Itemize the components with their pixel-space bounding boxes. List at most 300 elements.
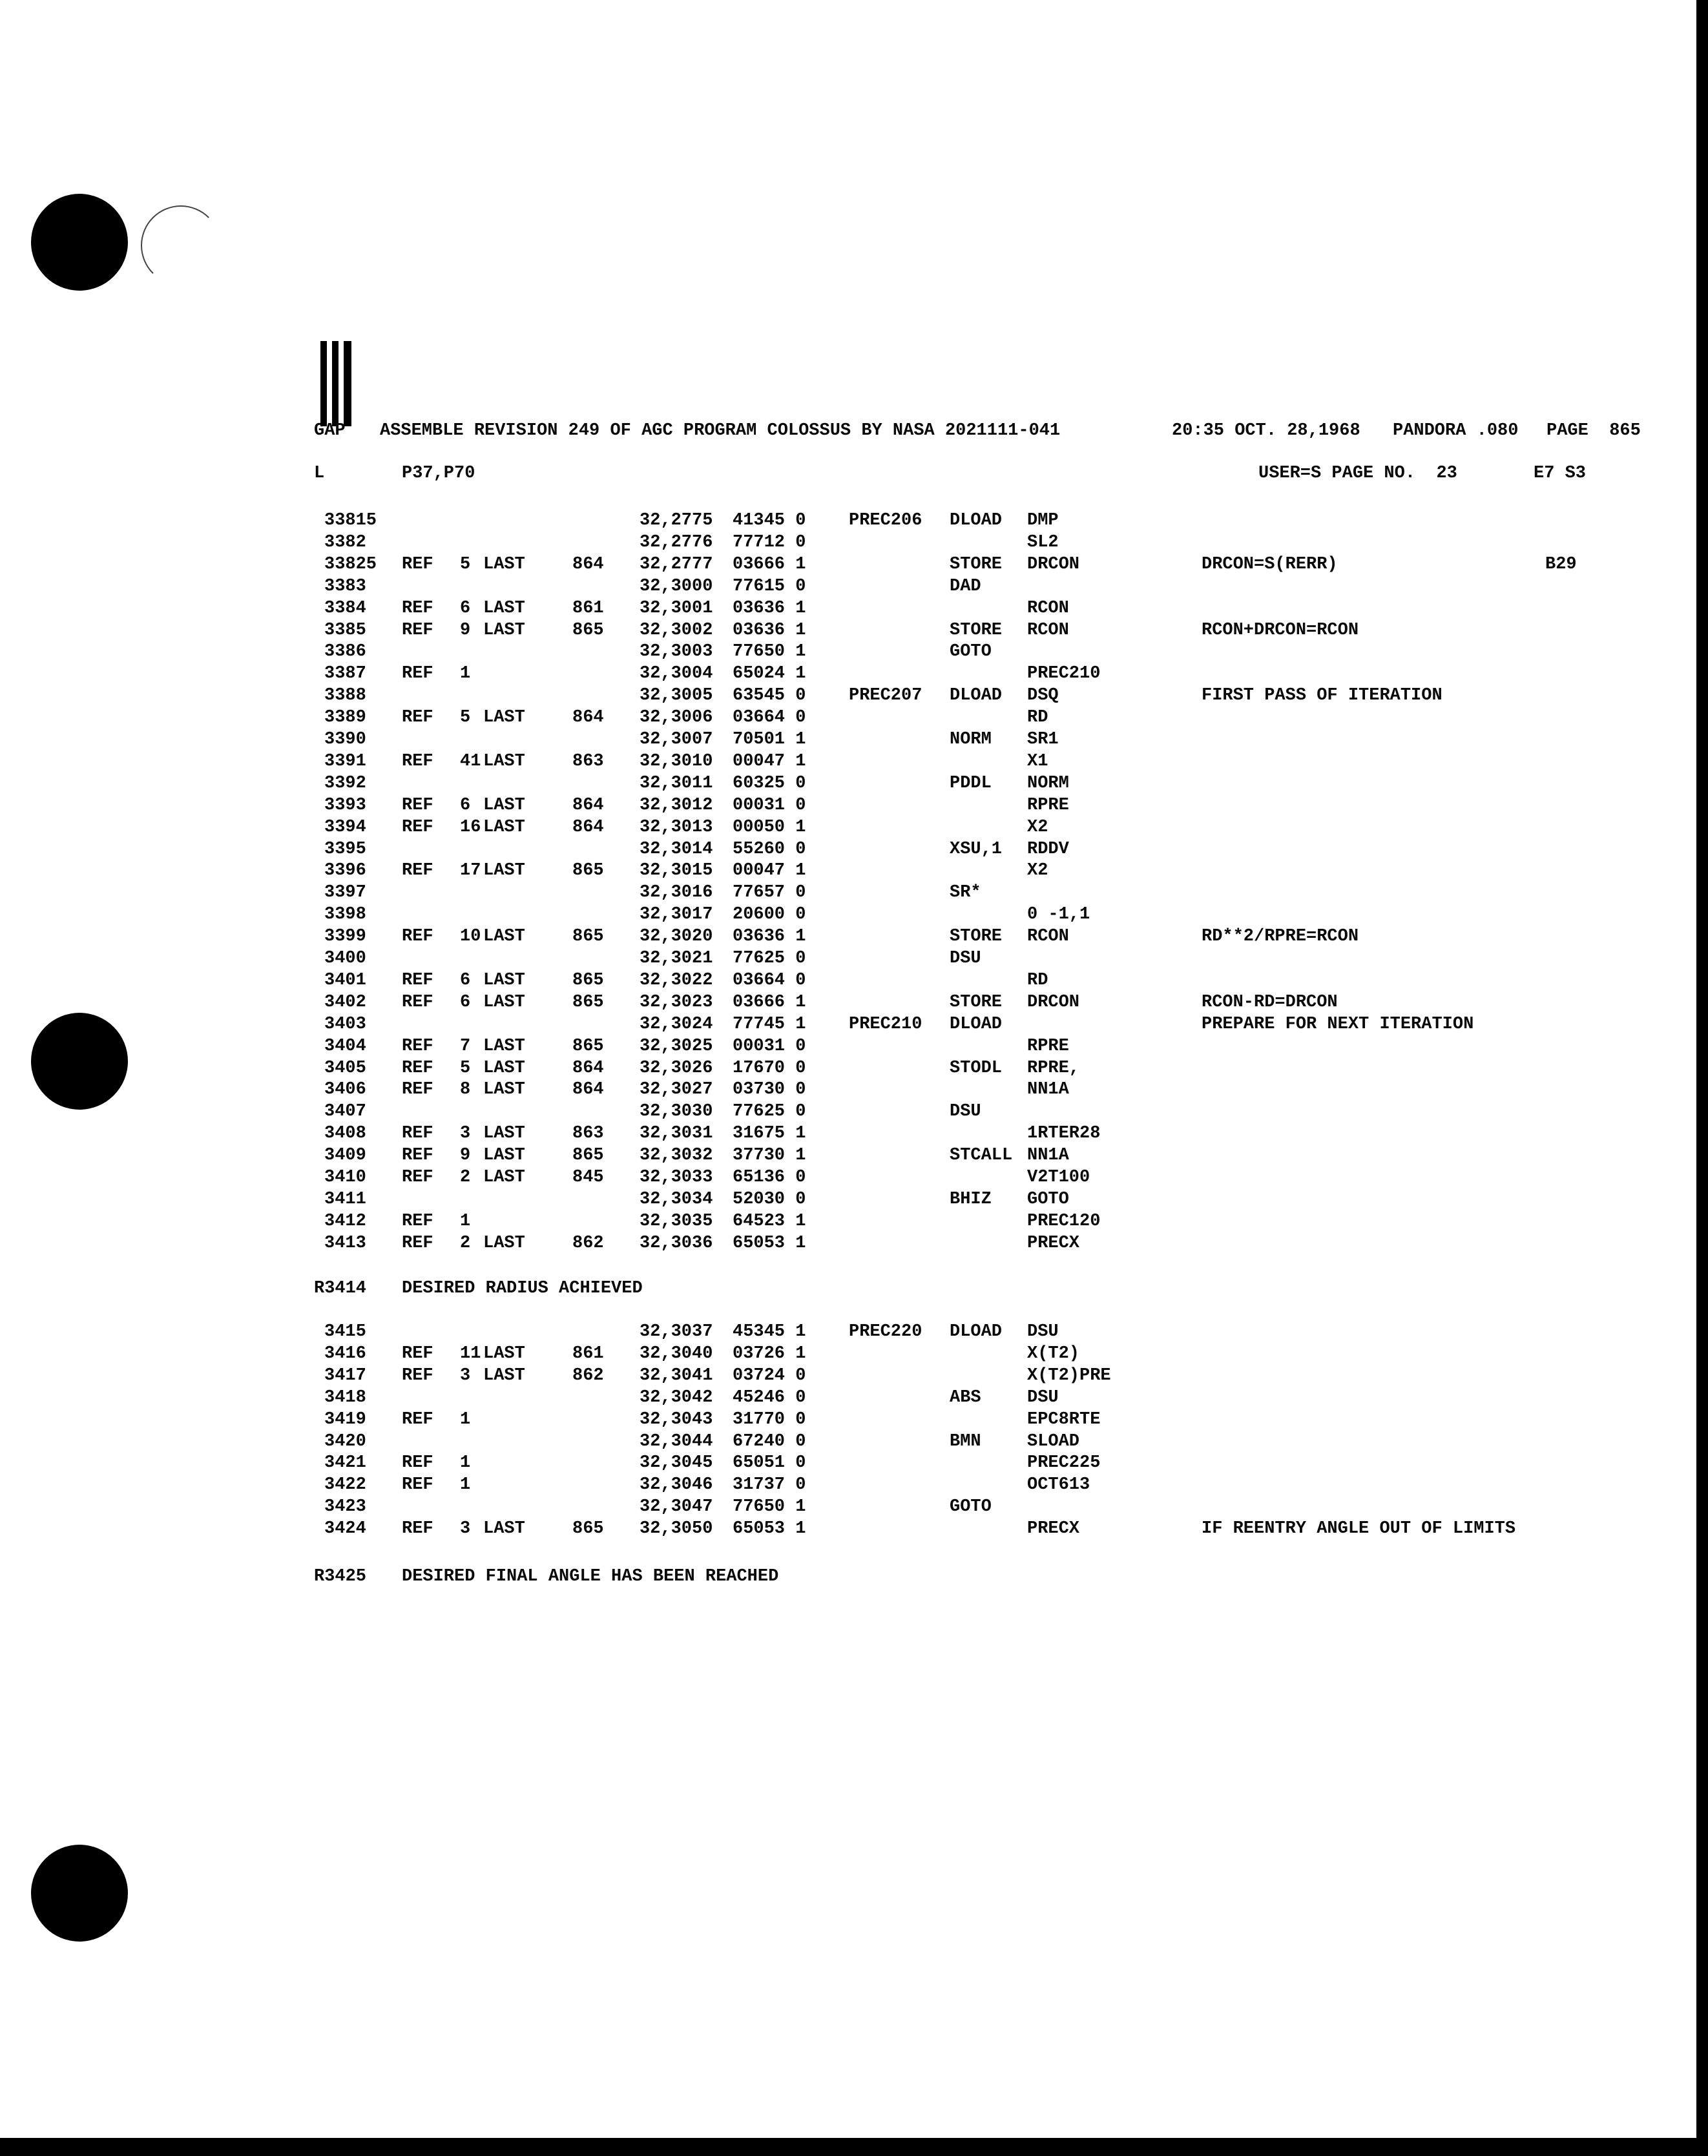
ref-tag: REF bbox=[402, 927, 433, 947]
operand: V2T100 bbox=[1027, 1168, 1090, 1187]
listing-row bbox=[0, 1079, 1680, 1101]
octal-word: 03636 1 bbox=[733, 620, 806, 640]
octal-word: 77615 0 bbox=[733, 576, 806, 596]
operand: DSU bbox=[1027, 1387, 1059, 1407]
octal-word: 67240 0 bbox=[733, 1431, 806, 1451]
line-number: 3385 bbox=[324, 620, 366, 640]
last-page: 862 bbox=[572, 1365, 604, 1385]
listing-row bbox=[0, 707, 1680, 729]
address: 32,3017 bbox=[640, 905, 713, 925]
ref-count: 8 bbox=[460, 1080, 471, 1100]
last-page: 865 bbox=[572, 1036, 604, 1056]
last-tag: LAST bbox=[483, 708, 525, 728]
symbol-label: PREC206 bbox=[849, 511, 922, 530]
last-tag: LAST bbox=[483, 927, 525, 947]
section-title-radius: DESIRED RADIUS ACHIEVED bbox=[402, 1279, 643, 1298]
last-tag: LAST bbox=[483, 1168, 525, 1187]
last-tag: LAST bbox=[483, 620, 525, 640]
operand: RD bbox=[1027, 970, 1048, 990]
address: 32,3004 bbox=[640, 664, 713, 684]
listing-row bbox=[0, 1058, 1680, 1080]
header-page: PAGE 865 bbox=[1547, 421, 1641, 441]
ref-tag: REF bbox=[402, 751, 433, 771]
ref-tag: REF bbox=[402, 992, 433, 1012]
address: 32,3050 bbox=[640, 1519, 713, 1539]
line-number: 3387 bbox=[324, 664, 366, 684]
ref-count: 17 bbox=[460, 861, 481, 881]
operand: PREC210 bbox=[1027, 664, 1101, 684]
octal-word: 77625 0 bbox=[733, 949, 806, 968]
listing-row bbox=[0, 839, 1680, 861]
ref-tag: REF bbox=[402, 1519, 433, 1539]
ref-count: 3 bbox=[460, 1124, 471, 1144]
punch-hole-ghost bbox=[141, 205, 221, 285]
line-number: 3420 bbox=[324, 1431, 366, 1451]
line-number: 3422 bbox=[324, 1475, 366, 1495]
opcode: DLOAD bbox=[950, 511, 1003, 530]
line-number: 3402 bbox=[324, 992, 366, 1012]
line-number: 3408 bbox=[324, 1124, 366, 1144]
operand: X(T2) bbox=[1027, 1343, 1080, 1363]
address: 32,3027 bbox=[640, 1080, 713, 1100]
operand: SR1 bbox=[1027, 730, 1059, 749]
scan-edge-bottom bbox=[0, 2138, 1708, 2156]
ref-count: 6 bbox=[460, 992, 471, 1012]
last-tag: LAST bbox=[483, 1365, 525, 1385]
listing-row bbox=[0, 1145, 1680, 1167]
operand: DSU bbox=[1027, 1322, 1059, 1342]
opcode: STORE bbox=[950, 554, 1003, 574]
symbol-label: PREC220 bbox=[849, 1322, 922, 1342]
opcode: DSU bbox=[950, 1102, 981, 1122]
address: 32,3034 bbox=[640, 1189, 713, 1209]
opcode: BHIZ bbox=[950, 1189, 992, 1209]
operand: SL2 bbox=[1027, 532, 1059, 552]
line-number: 3392 bbox=[324, 773, 366, 793]
address: 32,3002 bbox=[640, 620, 713, 640]
operand: NN1A bbox=[1027, 1080, 1069, 1100]
punch-hole-top bbox=[31, 194, 128, 291]
octal-word: 03664 0 bbox=[733, 708, 806, 728]
octal-word: 77745 1 bbox=[733, 1014, 806, 1034]
operand: EPC8RTE bbox=[1027, 1409, 1101, 1429]
ref-count: 5 bbox=[460, 554, 471, 574]
line-number: 3410 bbox=[324, 1168, 366, 1187]
last-tag: LAST bbox=[483, 1058, 525, 1078]
ref-tag: REF bbox=[402, 1343, 433, 1363]
octal-word: 70501 1 bbox=[733, 730, 806, 749]
listing-row bbox=[0, 970, 1680, 992]
operand: OCT613 bbox=[1027, 1475, 1090, 1495]
address: 32,3000 bbox=[640, 576, 713, 596]
address: 32,3040 bbox=[640, 1343, 713, 1363]
listing-row bbox=[0, 751, 1680, 773]
address: 32,3001 bbox=[640, 598, 713, 618]
listing-row bbox=[0, 1497, 1680, 1519]
listing-row bbox=[0, 992, 1680, 1014]
last-page: 863 bbox=[572, 1124, 604, 1144]
ref-tag: REF bbox=[402, 664, 433, 684]
ref-tag: REF bbox=[402, 1365, 433, 1385]
last-tag: LAST bbox=[483, 1146, 525, 1166]
listing-row bbox=[0, 729, 1680, 751]
line-number: 3416 bbox=[324, 1343, 366, 1363]
last-tag: LAST bbox=[483, 1036, 525, 1056]
last-tag: LAST bbox=[483, 817, 525, 837]
octal-word: 65051 0 bbox=[733, 1453, 806, 1473]
ref-tag: REF bbox=[402, 1058, 433, 1078]
operand: PRECX bbox=[1027, 1233, 1080, 1253]
address: 32,3024 bbox=[640, 1014, 713, 1034]
listing-row bbox=[0, 1189, 1680, 1211]
subheader-user: USER=S PAGE NO. 23 bbox=[1258, 464, 1457, 483]
octal-word: 63545 0 bbox=[733, 686, 806, 706]
line-number: 3404 bbox=[324, 1036, 366, 1056]
listing-row bbox=[0, 620, 1680, 642]
operand: RPRE, bbox=[1027, 1058, 1080, 1078]
operand: SLOAD bbox=[1027, 1431, 1080, 1451]
line-number: 3418 bbox=[324, 1387, 366, 1407]
ref-count: 16 bbox=[460, 817, 481, 837]
comment: IF REENTRY ANGLE OUT OF LIMITS bbox=[1202, 1519, 1516, 1539]
operand: DSQ bbox=[1027, 686, 1059, 706]
address: 32,3012 bbox=[640, 795, 713, 815]
listing-row bbox=[0, 532, 1680, 554]
opcode: NORM bbox=[950, 730, 992, 749]
line-number: 3383 bbox=[324, 576, 366, 596]
opcode: DLOAD bbox=[950, 1322, 1003, 1342]
opcode: DSU bbox=[950, 949, 981, 968]
address: 32,3023 bbox=[640, 992, 713, 1012]
last-page: 864 bbox=[572, 795, 604, 815]
octal-word: 41345 0 bbox=[733, 511, 806, 530]
operand: RCON bbox=[1027, 598, 1069, 618]
section-label-r3425: R3425 bbox=[314, 1567, 367, 1586]
octal-word: 31770 0 bbox=[733, 1409, 806, 1429]
ref-count: 5 bbox=[460, 708, 471, 728]
last-page: 845 bbox=[572, 1168, 604, 1187]
ref-count: 9 bbox=[460, 620, 471, 640]
line-number: 33815 bbox=[324, 511, 377, 530]
opcode: DAD bbox=[950, 576, 981, 596]
operand: DRCON bbox=[1027, 554, 1080, 574]
line-number: 33825 bbox=[324, 554, 377, 574]
address: 32,3006 bbox=[640, 708, 713, 728]
ref-tag: REF bbox=[402, 817, 433, 837]
operand: X2 bbox=[1027, 817, 1048, 837]
address: 32,3014 bbox=[640, 839, 713, 859]
listing-row bbox=[0, 1409, 1680, 1431]
header-prefix: GAP bbox=[314, 421, 346, 441]
octal-word: 64523 1 bbox=[733, 1211, 806, 1231]
comment: RCON-RD=DRCON bbox=[1202, 992, 1338, 1012]
last-tag: LAST bbox=[483, 992, 525, 1012]
last-tag: LAST bbox=[483, 970, 525, 990]
address: 32,2775 bbox=[640, 511, 713, 530]
address: 32,3044 bbox=[640, 1431, 713, 1451]
section-title-final-angle: DESIRED FINAL ANGLE HAS BEEN REACHED bbox=[402, 1567, 779, 1586]
comment: RD**2/RPRE=RCON bbox=[1202, 927, 1359, 947]
last-tag: LAST bbox=[483, 795, 525, 815]
ref-count: 11 bbox=[460, 1343, 481, 1363]
subheader-programs: P37,P70 bbox=[402, 464, 475, 483]
listing-row bbox=[0, 1387, 1680, 1409]
line-number: 3415 bbox=[324, 1322, 366, 1342]
ref-tag: REF bbox=[402, 861, 433, 881]
section-label-r3414: R3414 bbox=[314, 1279, 367, 1298]
listing-row bbox=[0, 685, 1680, 707]
ref-count: 9 bbox=[460, 1146, 471, 1166]
last-page: 865 bbox=[572, 861, 604, 881]
octal-word: 60325 0 bbox=[733, 773, 806, 793]
listing-row bbox=[0, 1453, 1680, 1475]
line-number: 3390 bbox=[324, 730, 366, 749]
octal-word: 45246 0 bbox=[733, 1387, 806, 1407]
operand: NN1A bbox=[1027, 1146, 1069, 1166]
operand: X(T2)PRE bbox=[1027, 1365, 1111, 1385]
listing-row bbox=[0, 1365, 1680, 1387]
listing-row bbox=[0, 641, 1680, 663]
operand: RCON bbox=[1027, 620, 1069, 640]
opcode: BMN bbox=[950, 1431, 981, 1451]
address: 32,3031 bbox=[640, 1124, 713, 1144]
last-page: 865 bbox=[572, 1519, 604, 1539]
line-number: 3388 bbox=[324, 686, 366, 706]
last-page: 864 bbox=[572, 554, 604, 574]
line-number: 3419 bbox=[324, 1409, 366, 1429]
address: 32,3042 bbox=[640, 1387, 713, 1407]
listing-row bbox=[0, 904, 1680, 926]
listing-row bbox=[0, 1211, 1680, 1233]
address: 32,3016 bbox=[640, 883, 713, 903]
listing-row bbox=[0, 510, 1680, 532]
ref-count: 1 bbox=[460, 1453, 471, 1473]
address: 32,3043 bbox=[640, 1409, 713, 1429]
line-number: 3413 bbox=[324, 1233, 366, 1253]
line-number: 3394 bbox=[324, 817, 366, 837]
opcode: DLOAD bbox=[950, 686, 1003, 706]
operand: DMP bbox=[1027, 511, 1059, 530]
octal-word: 31737 0 bbox=[733, 1475, 806, 1495]
scan-edge-right bbox=[1696, 0, 1708, 2156]
last-page: 864 bbox=[572, 1080, 604, 1100]
ref-count: 1 bbox=[460, 1211, 471, 1231]
octal-word: 03636 1 bbox=[733, 927, 806, 947]
listing-row bbox=[0, 948, 1680, 970]
octal-word: 77650 1 bbox=[733, 1497, 806, 1517]
comment: PREPARE FOR NEXT ITERATION bbox=[1202, 1014, 1474, 1034]
listing-row bbox=[0, 576, 1680, 598]
address: 32,3036 bbox=[640, 1233, 713, 1253]
address: 32,3021 bbox=[640, 949, 713, 968]
address: 32,3005 bbox=[640, 686, 713, 706]
ref-tag: REF bbox=[402, 1453, 433, 1473]
last-tag: LAST bbox=[483, 1124, 525, 1144]
operand: PREC225 bbox=[1027, 1453, 1101, 1473]
last-page: 863 bbox=[572, 751, 604, 771]
address: 32,3047 bbox=[640, 1497, 713, 1517]
comment: RCON+DRCON=RCON bbox=[1202, 620, 1359, 640]
octal-word: 00050 1 bbox=[733, 817, 806, 837]
last-tag: LAST bbox=[483, 554, 525, 574]
last-tag: LAST bbox=[483, 861, 525, 881]
operand: GOTO bbox=[1027, 1189, 1069, 1209]
line-number: 3399 bbox=[324, 927, 366, 947]
octal-word: 65024 1 bbox=[733, 664, 806, 684]
opcode: GOTO bbox=[950, 642, 992, 662]
listing-row bbox=[0, 860, 1680, 882]
comment: FIRST PASS OF ITERATION bbox=[1202, 686, 1442, 706]
ref-tag: REF bbox=[402, 1475, 433, 1495]
last-tag: LAST bbox=[483, 751, 525, 771]
ref-count: 2 bbox=[460, 1233, 471, 1253]
octal-word: 03664 0 bbox=[733, 970, 806, 990]
listing-row bbox=[0, 663, 1680, 685]
line-number: 3396 bbox=[324, 861, 366, 881]
address: 32,3022 bbox=[640, 970, 713, 990]
octal-word: 00047 1 bbox=[733, 751, 806, 771]
line-number: 3398 bbox=[324, 905, 366, 925]
address: 32,2776 bbox=[640, 532, 713, 552]
line-number: 3403 bbox=[324, 1014, 366, 1034]
address: 32,3041 bbox=[640, 1365, 713, 1385]
line-number: 3405 bbox=[324, 1058, 366, 1078]
address: 32,3035 bbox=[640, 1211, 713, 1231]
ref-tag: REF bbox=[402, 1409, 433, 1429]
ref-count: 1 bbox=[460, 1409, 471, 1429]
octal-word: 00031 0 bbox=[733, 795, 806, 815]
opcode: STCALL bbox=[950, 1146, 1013, 1166]
header-pandora: PANDORA .080 bbox=[1393, 421, 1519, 441]
ref-count: 6 bbox=[460, 598, 471, 618]
ref-tag: REF bbox=[402, 708, 433, 728]
listing-row bbox=[0, 1343, 1680, 1365]
listing-row bbox=[0, 1014, 1680, 1036]
octal-word: 03724 0 bbox=[733, 1365, 806, 1385]
octal-word: 77650 1 bbox=[733, 642, 806, 662]
address: 32,3037 bbox=[640, 1322, 713, 1342]
last-tag: LAST bbox=[483, 1080, 525, 1100]
operand: RD bbox=[1027, 708, 1048, 728]
line-number: 3384 bbox=[324, 598, 366, 618]
listing-row bbox=[0, 1431, 1680, 1453]
address: 32,3010 bbox=[640, 751, 713, 771]
line-number: 3423 bbox=[324, 1497, 366, 1517]
address: 32,3045 bbox=[640, 1453, 713, 1473]
ref-count: 5 bbox=[460, 1058, 471, 1078]
octal-word: 03636 1 bbox=[733, 598, 806, 618]
barcode-mark bbox=[320, 341, 359, 426]
line-number: 3401 bbox=[324, 970, 366, 990]
line-number: 3386 bbox=[324, 642, 366, 662]
opcode: PDDL bbox=[950, 773, 992, 793]
listing-row bbox=[0, 1123, 1680, 1145]
opcode: ABS bbox=[950, 1387, 981, 1407]
octal-word: 52030 0 bbox=[733, 1189, 806, 1209]
last-page: 865 bbox=[572, 927, 604, 947]
line-number: 3391 bbox=[324, 751, 366, 771]
octal-word: 03730 0 bbox=[733, 1080, 806, 1100]
line-number: 3409 bbox=[324, 1146, 366, 1166]
last-page: 865 bbox=[572, 620, 604, 640]
ref-count: 3 bbox=[460, 1365, 471, 1385]
octal-word: 37730 1 bbox=[733, 1146, 806, 1166]
ref-count: 1 bbox=[460, 1475, 471, 1495]
address: 32,3030 bbox=[640, 1102, 713, 1122]
octal-word: 20600 0 bbox=[733, 905, 806, 925]
operand: RCON bbox=[1027, 927, 1069, 947]
address: 32,3032 bbox=[640, 1146, 713, 1166]
last-page: 865 bbox=[572, 1146, 604, 1166]
octal-word: 00031 0 bbox=[733, 1036, 806, 1056]
ref-tag: REF bbox=[402, 970, 433, 990]
address: 32,3046 bbox=[640, 1475, 713, 1495]
ref-tag: REF bbox=[402, 1168, 433, 1187]
listing-row bbox=[0, 1519, 1680, 1540]
address: 32,3015 bbox=[640, 861, 713, 881]
last-page: 862 bbox=[572, 1233, 604, 1253]
last-tag: LAST bbox=[483, 1519, 525, 1539]
opcode: STODL bbox=[950, 1058, 1003, 1078]
listing-row bbox=[0, 1036, 1680, 1058]
operand: RPRE bbox=[1027, 795, 1069, 815]
header-timestamp: 20:35 OCT. 28,1968 bbox=[1172, 421, 1360, 441]
octal-word: 65053 1 bbox=[733, 1233, 806, 1253]
operand: NORM bbox=[1027, 773, 1069, 793]
operand: 1RTER28 bbox=[1027, 1124, 1101, 1144]
line-number: 3421 bbox=[324, 1453, 366, 1473]
last-page: 864 bbox=[572, 1058, 604, 1078]
octal-word: 45345 1 bbox=[733, 1322, 806, 1342]
operand: DRCON bbox=[1027, 992, 1080, 1012]
listing-row bbox=[0, 882, 1680, 904]
opcode: DLOAD bbox=[950, 1014, 1003, 1034]
last-page: 861 bbox=[572, 1343, 604, 1363]
last-page: 861 bbox=[572, 598, 604, 618]
ref-count: 3 bbox=[460, 1519, 471, 1539]
address: 32,3003 bbox=[640, 642, 713, 662]
ref-count: 7 bbox=[460, 1036, 471, 1056]
line-number: 3406 bbox=[324, 1080, 366, 1100]
ref-count: 10 bbox=[460, 927, 481, 947]
address: 32,3011 bbox=[640, 773, 713, 793]
opcode: STORE bbox=[950, 992, 1003, 1012]
operand: PRECX bbox=[1027, 1519, 1080, 1539]
ref-tag: REF bbox=[402, 598, 433, 618]
octal-word: 65136 0 bbox=[733, 1168, 806, 1187]
last-tag: LAST bbox=[483, 598, 525, 618]
opcode: STORE bbox=[950, 927, 1003, 947]
line-number: 3382 bbox=[324, 532, 366, 552]
line-number: 3411 bbox=[324, 1189, 366, 1209]
line-number: 3424 bbox=[324, 1519, 366, 1539]
line-number: 3389 bbox=[324, 708, 366, 728]
line-number: 3393 bbox=[324, 795, 366, 815]
last-page: 865 bbox=[572, 992, 604, 1012]
last-page: 864 bbox=[572, 708, 604, 728]
line-number: 3412 bbox=[324, 1211, 366, 1231]
listing-row bbox=[0, 598, 1680, 620]
listing-row bbox=[0, 554, 1680, 576]
listing-row bbox=[0, 817, 1680, 839]
octal-word: 00047 1 bbox=[733, 861, 806, 881]
ref-tag: REF bbox=[402, 554, 433, 574]
address: 32,3026 bbox=[640, 1058, 713, 1078]
ref-count: 6 bbox=[460, 970, 471, 990]
ref-tag: REF bbox=[402, 1124, 433, 1144]
opcode: XSU,1 bbox=[950, 839, 1003, 859]
listing-row bbox=[0, 926, 1680, 948]
